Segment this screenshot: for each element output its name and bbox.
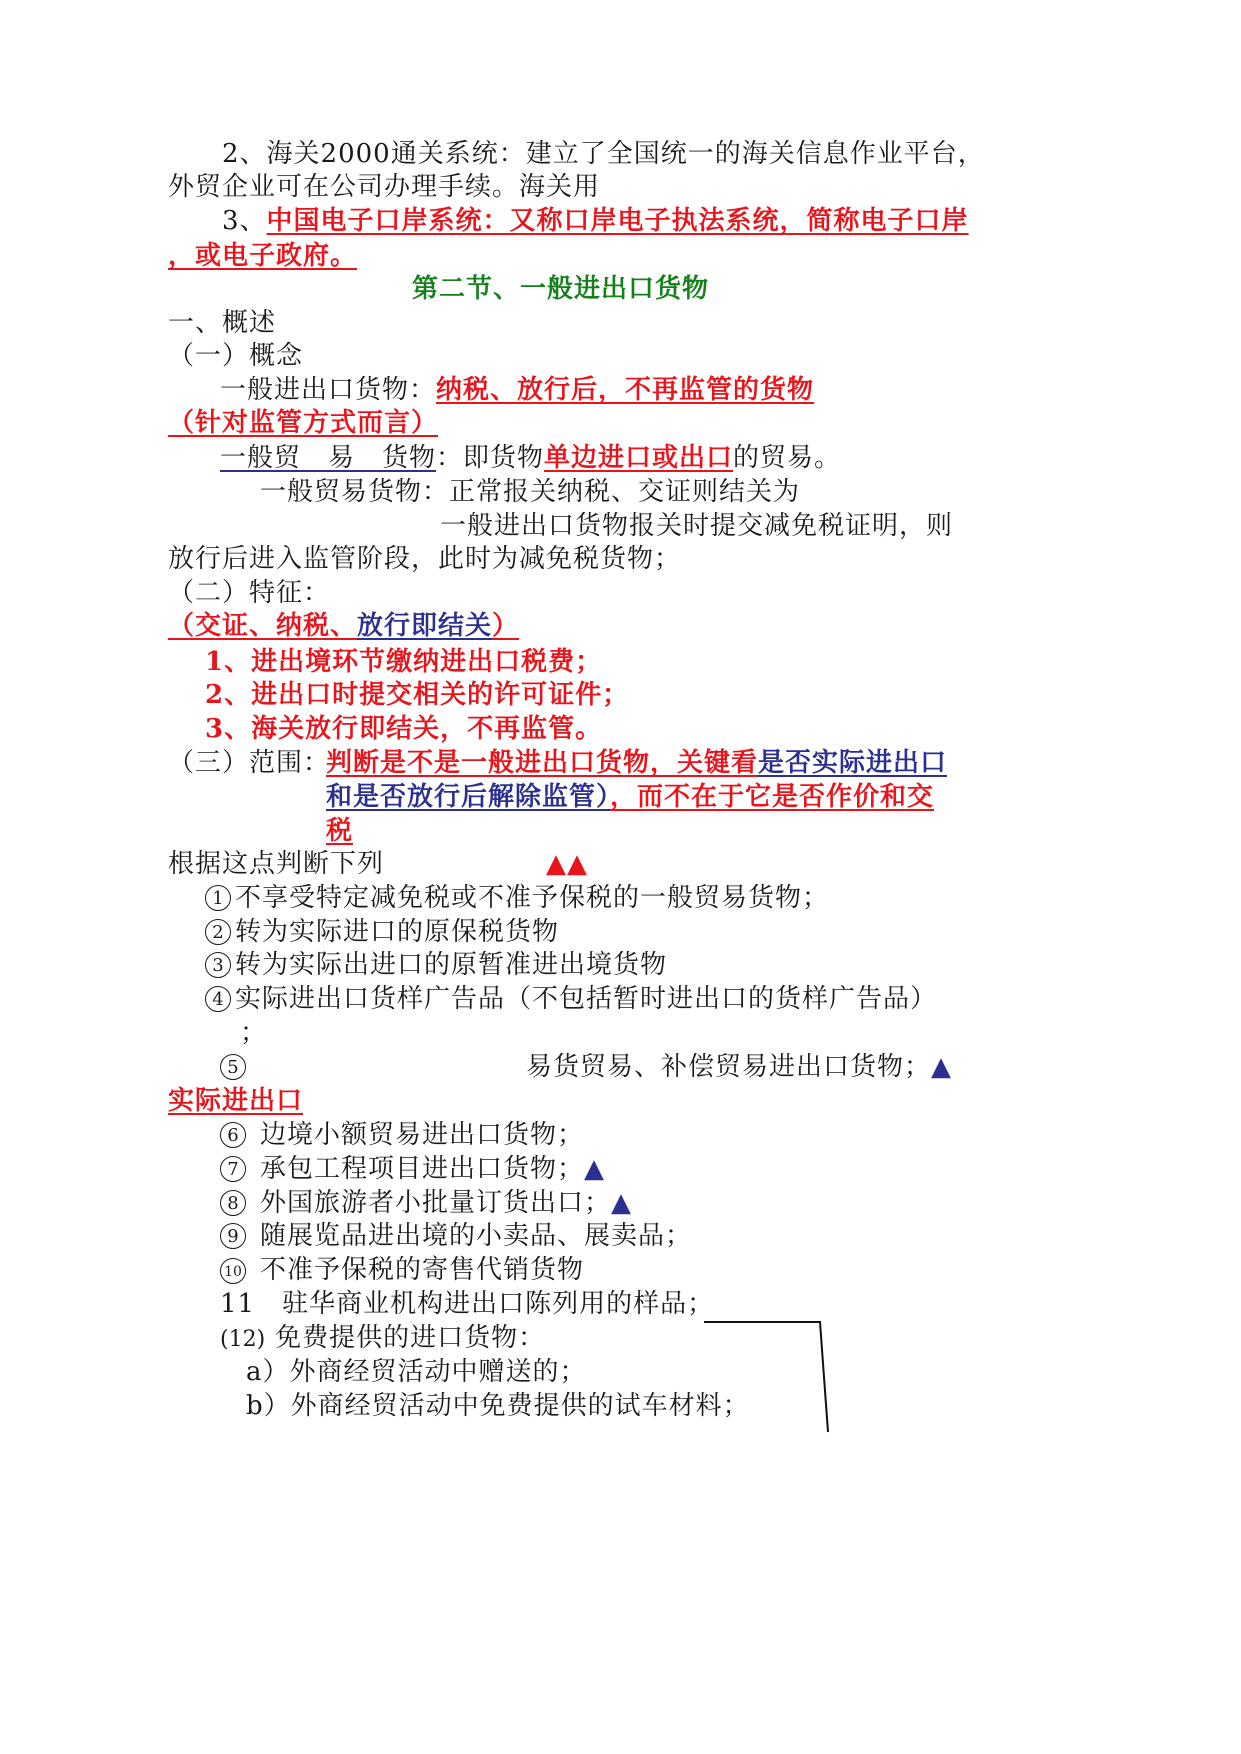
scope-list-item: [220, 1151, 605, 1187]
general-trade-colon: ：即货物: [436, 443, 545, 473]
item-number-badge: (12): [220, 1327, 266, 1352]
general-trade-highlight: 单边进口或出口: [544, 443, 734, 473]
scope-heading: （三）范围：: [168, 748, 331, 778]
item-number-badge: 1: [205, 885, 231, 911]
general-trade-note-b: 一般进出口货物报关时提交减免税证明，则: [440, 511, 954, 541]
scope-list-item-text: 转为实际出进口的原暂准进出境货物: [235, 950, 668, 980]
intro-item-2: [222, 136, 985, 172]
item-number-badge: 5: [220, 1054, 246, 1080]
intro-item-3-text: 中国电子口岸系统：又称口岸电子执法系统，简称电子口岸: [266, 206, 969, 236]
scope-list-item-text: 外国旅游者小批量订货出口；: [260, 1188, 612, 1218]
general-trade-note-a: 一般贸易货物：正常报关纳税、交证则结关为: [260, 477, 801, 507]
scope-line-1-blue: 是否实际进出口: [758, 748, 948, 778]
scope-list-item: [220, 1185, 632, 1221]
scope-list-item: [220, 1117, 584, 1153]
judge-line: 根据这点判断下列: [168, 849, 385, 879]
scope-sub-item: b）外商经贸活动中免费提供的试车材料；: [246, 1391, 750, 1421]
item-number-badge: 4: [205, 986, 231, 1012]
scope-list-item-text: 随展览品进出境的小卖品、展卖品；: [260, 1221, 693, 1251]
general-trade-note-c: 放行后进入监管阶段，此时为减免税货物；: [168, 544, 682, 574]
general-trade-tail: 的贸易。: [733, 443, 842, 473]
scope-list-item-5-text: [526, 1049, 952, 1085]
scope-list-item-5: [220, 1049, 250, 1085]
general-trade-line: [220, 440, 841, 476]
item-number-badge: 8: [220, 1190, 246, 1216]
intro-item-3-num: 3、: [222, 206, 267, 236]
item-number-badge: 6: [220, 1122, 246, 1148]
scope-list-item-cont: ；: [240, 1018, 268, 1048]
scope-list-item-text: 实际进出口货样广告品（不包括暂时进出口的货样广告品）: [235, 984, 938, 1014]
features-summary-blue: 放行即结关: [357, 611, 493, 641]
overview-heading: 一、概述: [168, 308, 277, 338]
scope-list-item-12: [220, 1320, 545, 1358]
definition-line: [220, 372, 814, 408]
scope-list-item-text: 不准予保税的寄售代销货物: [260, 1255, 585, 1285]
scope-list-item: [205, 914, 559, 950]
concept-heading: （一）概念: [168, 341, 304, 371]
scope-line-2: [326, 779, 934, 815]
scope-line-3: 税: [326, 816, 354, 846]
item-number-badge: 7: [220, 1156, 246, 1182]
item-number-badge: 9: [220, 1223, 246, 1249]
feature-item: 2、进出口时提交相关的许可证件；: [205, 680, 630, 710]
scope-list-item-text: 承包工程项目进出口货物；: [260, 1154, 585, 1184]
triangle-marker: ▲: [931, 1052, 953, 1082]
scope-list-item: [205, 880, 829, 916]
features-summary: [168, 608, 519, 644]
scope-list-item-text: 不享受特定减免税或不准予保税的一般贸易货物；: [235, 883, 830, 913]
definition-note: （针对监管方式而言）: [168, 408, 439, 438]
scope-list-item-text: 转为实际进口的原保税货物: [235, 917, 560, 947]
general-trade-label: 一般贸 易 货物: [220, 443, 437, 473]
intro-item-2-num: 2、: [222, 139, 267, 169]
item-number-badge: 10: [220, 1258, 246, 1284]
actual-import-export: 实际进出口: [168, 1086, 304, 1116]
scope-list-item: [220, 1218, 692, 1254]
intro-item-3: [222, 203, 969, 239]
corner-bracket-line: [700, 1318, 840, 1438]
features-summary-close: ）: [492, 611, 520, 641]
scope-line-2-red: ，而不在于它是否作价和交: [610, 782, 935, 812]
definition-text: 纳税、放行后，不再监管的货物: [436, 375, 815, 405]
feature-item: 1、进出境环节缴纳进出口税费；: [205, 647, 603, 677]
scope-sub-item: a）外商经贸活动中赠送的；: [246, 1357, 587, 1387]
scope-list-item-text: 免费提供的进口货物：: [275, 1323, 546, 1353]
scope-line-1: [326, 745, 947, 781]
scope-line-1-red: 判断是不是一般进出口货物，关键看: [326, 748, 759, 778]
scope-list-item-11: 11 驻华商业机构进出口陈列用的样品；: [220, 1289, 715, 1319]
scope-list-item-text: 易货贸易、补偿贸易进出口货物；: [526, 1052, 932, 1082]
scope-list-item: [205, 947, 667, 983]
judge-marks: ▲▲: [546, 849, 588, 879]
features-summary-open: （交证、纳税、: [168, 611, 358, 641]
definition-label: 一般进出口货物：: [220, 375, 437, 405]
scope-line-2-blue: 和是否放行后解除监管）: [326, 782, 611, 812]
intro-item-2-cont: 外贸企业可在公司办理手续。海关用: [168, 172, 601, 202]
triangle-marker: ▲: [584, 1154, 606, 1184]
scope-list-item: [220, 1252, 584, 1288]
intro-item-2-text: 海关2000通关系统：建立了全国统一的海关信息作业平台，: [266, 139, 985, 169]
features-heading: （二）特征：: [168, 578, 331, 608]
scope-list-item-text: 边境小额贸易进出口货物；: [260, 1120, 585, 1150]
section-title: 第二节、一般进出口货物: [412, 274, 710, 304]
scope-list-item: [205, 981, 937, 1017]
item-number-badge: 2: [205, 919, 231, 945]
triangle-marker: ▲: [611, 1188, 633, 1218]
item-number-badge: 3: [205, 952, 231, 978]
intro-item-3-cont: ，或电子政府。: [168, 241, 358, 271]
feature-item: 3、海关放行即结关，不再监管。: [205, 714, 603, 744]
